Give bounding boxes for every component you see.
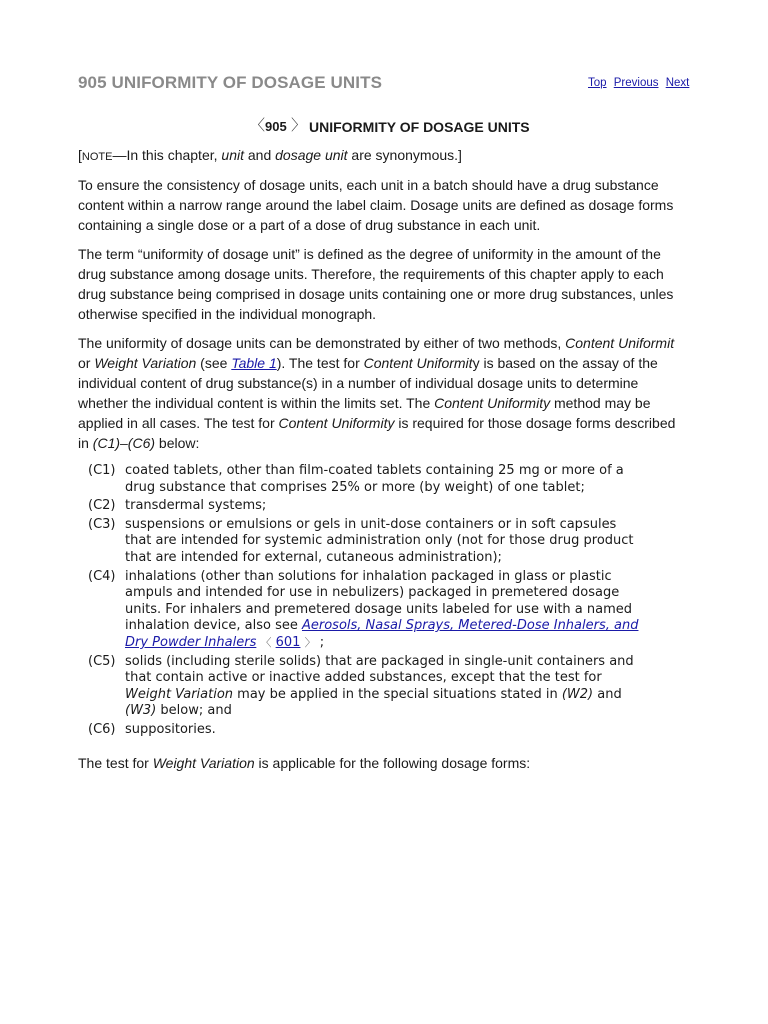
note-paragraph: [NOTE—In this chapter, unit and dosage unit are synonymous.] (78, 147, 462, 163)
nav-next-link[interactable]: Next (665, 77, 690, 89)
list-item-c1: (C1) coated tablets, other than film-coated tablets containing 25 mg or more of a drug substance that comprises 25% or more (by weight) of one tablet; (88, 463, 624, 495)
section-brace-close: 〉 (291, 116, 307, 134)
note-label: NOTE (81, 151, 113, 163)
section-title: UNIFORMITY OF DOSAGE UNITS (309, 119, 530, 135)
list-item-c5: (C5) solids (including sterile solids) that are packaged in single-unit containers and that contain active or inactive added substances, except that the test for Weight Variation may be applied in the special situations stated in (W2) and (W3) below; and (88, 653, 634, 719)
list-item-c6: (C6) suppositories. (88, 721, 216, 737)
final-paragraph: The test for Weight Variation is applicable for the following dosage forms: (78, 755, 531, 771)
list-item-c4: (C4) inhalations (other than solutions for inhalation packaged in glass or plastic ampuls and intended for use in nebulizers) packaged in premetered dosage units. For inhalers and premetered dosage units labeled for use with a named inhalation device, also see Aerosols, Nasal Sprays, Metered-Dose Inhalers, and Dry Powder Inhalers 〈 601 〉 ; (88, 568, 639, 650)
paragraph-2: The term “uniformity of dosage unit” is defined as the degree of uniformity in the amount of the drug substance among dosage units. Therefore, the requirements of this chapter apply to each drug substance being comprised in dosage units containing one or more drug substances, unles otherwise specified in the individual monograph. (78, 246, 674, 322)
nav-previous-link[interactable]: Previous (613, 77, 659, 89)
aerosols-chapter-link[interactable]: Aerosols, Nasal Sprays, Metered-Dose Inhalers, and (301, 618, 639, 634)
section-number: 905 (265, 119, 287, 134)
table-1-link[interactable]: Table 1 (231, 355, 277, 371)
dry-powder-inhalers-link[interactable]: Dry Powder Inhalers (125, 634, 257, 650)
section-brace-open: 〈 (250, 116, 266, 134)
nav-links (588, 77, 693, 89)
list-item-c2: (C2) transdermal systems; (88, 498, 267, 514)
list-item-c3: (C3) suspensions or emulsions or gels in unit-dose containers or in soft capsules that are intended for systemic administration only (not for those drug product that are intended for external, cutaneous administration); (88, 516, 634, 565)
paragraph-1: To ensure the consistency of dosage units, each unit in a batch should have a drug substance content within a narrow range around the label claim. Dosage units are defined as dosage forms containing a single dose or a part of a dose of drug substance in each unit. (78, 177, 674, 233)
nav-top-link[interactable]: Top (588, 77, 607, 89)
dosage-form-list (88, 463, 696, 741)
page-title: 905 UNIFORMITY OF DOSAGE UNITS (78, 73, 383, 92)
chapter-601-link[interactable]: 601 (275, 634, 301, 650)
section-heading (78, 114, 696, 136)
document-page (78, 0, 696, 1024)
page-header (78, 73, 696, 97)
paragraph-3: The uniformity of dosage units can be demonstrated by either of two methods, Content Uniformit or Weight Variation (see Table 1). The test for Content Uniformity is based on the assay of the individual content of drug substance(s) in a number of individual dosage units to determine whether the individual content is within the limits set. The Content Uniformity method may be applied in all cases. The test for Content Uniformity is required for those dosage forms described in (C1)–(C6) below: (78, 335, 676, 451)
